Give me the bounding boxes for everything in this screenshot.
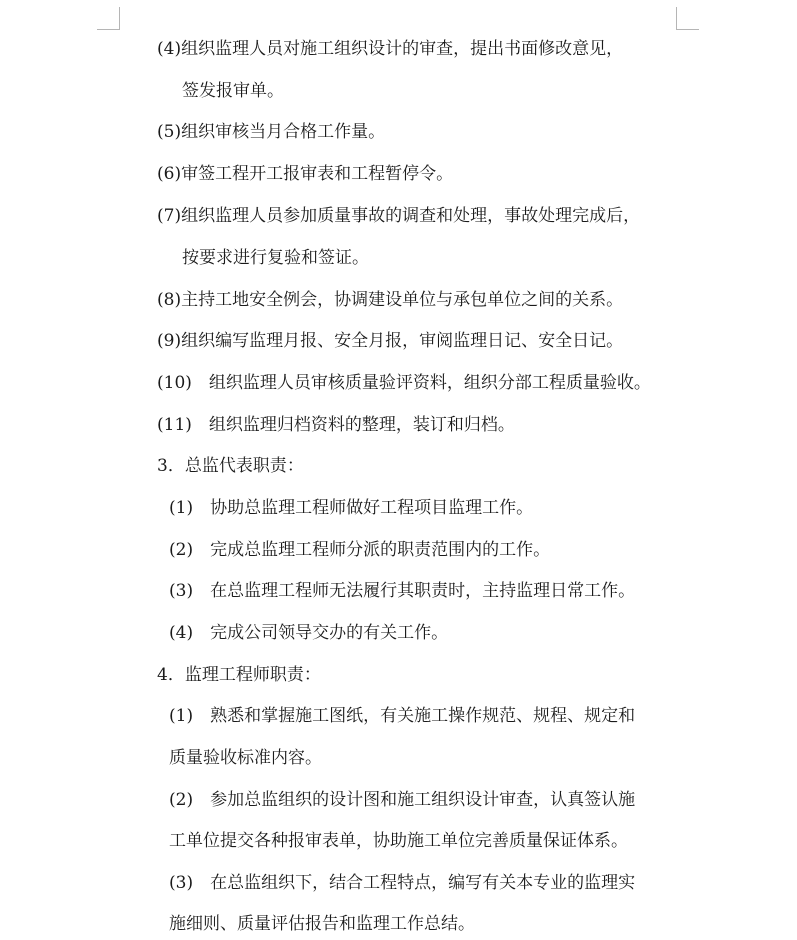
section-4-item-2-line-1: (2) 参加总监组织的设计图和施工组织设计审查，认真签认施 xyxy=(169,790,636,810)
section-3-item-1: (1) 协助总监理工程师做好工程项目监理工作。 xyxy=(169,498,534,518)
section-3-item-2: (2) 完成总监理工程师分派的职责范围内的工作。 xyxy=(169,540,551,560)
section-3-heading: 3．总监代表职责： xyxy=(157,456,304,476)
item-4-line-1: (4)组织监理人员对施工组织设计的审查，提出书面修改意见， xyxy=(157,39,624,59)
item-5: (5)组织审核当月合格工作量。 xyxy=(157,122,386,142)
top-right-margin-mark xyxy=(676,7,699,30)
item-7-line-2: 按要求进行复验和签证。 xyxy=(182,248,369,268)
item-11: (11) 组织监理归档资料的整理，装订和归档。 xyxy=(157,415,515,435)
item-8: (8)主持工地安全例会，协调建设单位与承包单位之间的关系。 xyxy=(157,290,624,310)
section-4-item-1-line-2: 质量验收标准内容。 xyxy=(169,748,322,768)
item-6: (6)审签工程开工报审表和工程暂停令。 xyxy=(157,164,454,184)
item-9: (9)组织编写监理月报、安全月报，审阅监理日记、安全日记。 xyxy=(157,331,624,351)
item-4-line-2: 签发报审单。 xyxy=(182,81,284,101)
top-left-margin-mark xyxy=(97,7,120,30)
section-4-item-2-line-2: 工单位提交各种报审表单，协助施工单位完善质量保证体系。 xyxy=(169,831,628,851)
section-4-heading: 4．监理工程师职责： xyxy=(157,665,321,685)
item-7-line-1: (7)组织监理人员参加质量事故的调查和处理，事故处理完成后， xyxy=(157,206,641,226)
section-3-item-4: (4) 完成公司领导交办的有关工作。 xyxy=(169,623,449,643)
item-10: (10) 组织监理人员审核质量验评资料，组织分部工程质量验收。 xyxy=(157,373,651,393)
section-3-item-3: (3) 在总监理工程师无法履行其职责时，主持监理日常工作。 xyxy=(169,581,636,601)
section-4-item-3-line-2: 施细则、质量评估报告和监理工作总结。 xyxy=(169,914,475,934)
section-4-item-1-line-1: (1) 熟悉和掌握施工图纸，有关施工操作规范、规程、规定和 xyxy=(169,706,636,726)
section-4-item-3-line-1: (3) 在总监组织下，结合工程特点，编写有关本专业的监理实 xyxy=(169,873,636,893)
